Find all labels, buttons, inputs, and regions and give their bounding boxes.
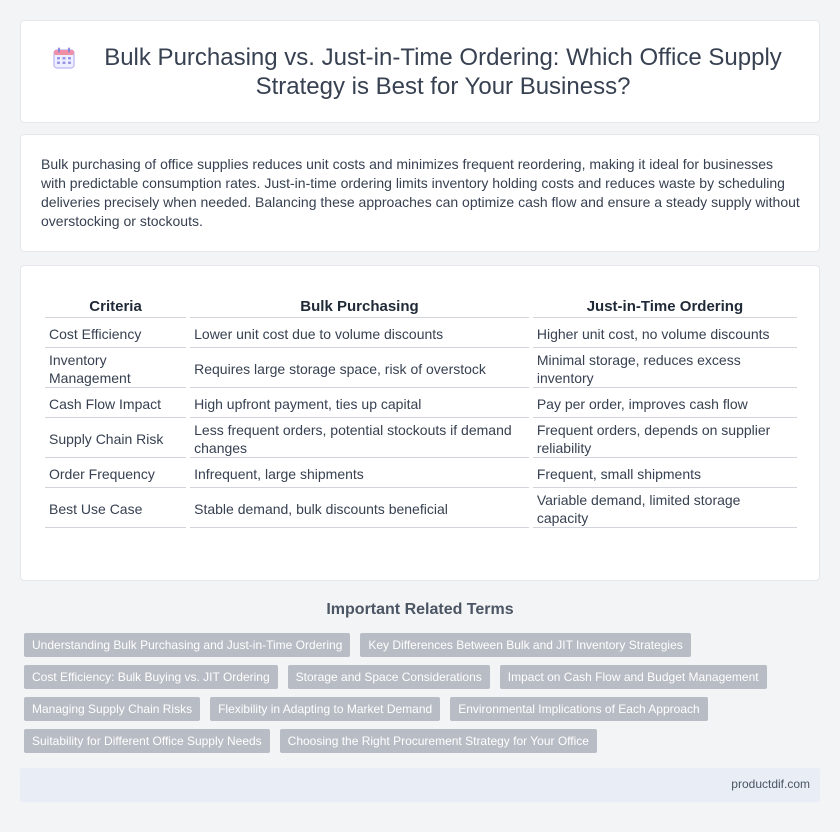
related-term-tag[interactable]: Choosing the Right Procurement Strategy for Your Office <box>280 729 597 753</box>
related-terms-heading: Important Related Terms <box>326 601 514 618</box>
cell-bulk: Stable demand, bulk discounts beneficial <box>190 490 529 528</box>
page-title: Bulk Purchasing vs. Just-in-Time Ordering: Which Office Supply Strategy is Best for Your Business? <box>104 43 782 100</box>
table-row <box>45 420 797 458</box>
intro-card <box>20 134 820 252</box>
related-term-tag[interactable]: Environmental Implications of Each Approach <box>450 697 707 721</box>
header-card <box>20 20 820 123</box>
cell-jit: Frequent, small shipments <box>533 460 797 488</box>
table-row <box>45 390 797 418</box>
cell-criteria: Order Frequency <box>45 460 186 488</box>
table-row <box>45 320 797 348</box>
header-criteria: Criteria <box>45 296 186 318</box>
intro-paragraph: Bulk purchasing of office supplies reduces unit costs and minimizes frequent reordering, making it ideal for businesses with predictable consumption rates. Just-in-time ordering limits inventory holding costs and reduces waste by scheduling deliveries precisely when needed. Balancing these approaches can optimize cash flow and ensure a steady supply without overstocking or stockouts. <box>41 156 800 229</box>
cell-bulk: Lower unit cost due to volume discounts <box>190 320 529 348</box>
related-terms-tags <box>20 633 820 761</box>
table-header-row <box>45 296 797 318</box>
related-term-tag[interactable]: Suitability for Different Office Supply Needs <box>24 729 270 753</box>
header-just-in-time: Just-in-Time Ordering <box>533 296 797 318</box>
cell-jit: Pay per order, improves cash flow <box>533 390 797 418</box>
related-term-tag[interactable]: Storage and Space Considerations <box>288 665 490 689</box>
cell-criteria: Cost Efficiency <box>45 320 186 348</box>
calendar-icon <box>51 45 77 71</box>
related-term-tag[interactable]: Cost Efficiency: Bulk Buying vs. JIT Ordering <box>24 665 278 689</box>
cell-jit: Variable demand, limited storage capacity <box>533 490 797 528</box>
header-bulk-purchasing: Bulk Purchasing <box>190 296 529 318</box>
cell-criteria: Supply Chain Risk <box>45 420 186 458</box>
cell-bulk: Infrequent, large shipments <box>190 460 529 488</box>
related-term-tag[interactable]: Understanding Bulk Purchasing and Just-in-Time Ordering <box>24 633 350 657</box>
cell-jit: Minimal storage, reduces excess inventory <box>533 350 797 388</box>
table-row <box>45 490 797 528</box>
comparison-table <box>41 294 801 530</box>
related-term-tag[interactable]: Managing Supply Chain Risks <box>24 697 200 721</box>
cell-criteria: Cash Flow Impact <box>45 390 186 418</box>
cell-bulk: High upfront payment, ties up capital <box>190 390 529 418</box>
footer-site-link[interactable]: productdif.com <box>731 777 810 791</box>
cell-bulk: Requires large storage space, risk of overstock <box>190 350 529 388</box>
related-term-tag[interactable]: Key Differences Between Bulk and JIT Inventory Strategies <box>360 633 690 657</box>
related-term-tag[interactable]: Flexibility in Adapting to Market Demand <box>210 697 440 721</box>
related-term-tag[interactable]: Impact on Cash Flow and Budget Management <box>500 665 767 689</box>
cell-jit: Frequent orders, depends on supplier reliability <box>533 420 797 458</box>
cell-criteria: Best Use Case <box>45 490 186 528</box>
table-row <box>45 460 797 488</box>
table-row <box>45 350 797 388</box>
comparison-table-card <box>20 265 820 581</box>
footer <box>20 768 820 802</box>
cell-jit: Higher unit cost, no volume discounts <box>533 320 797 348</box>
title-row <box>21 21 819 122</box>
cell-criteria: Inventory Management <box>45 350 186 388</box>
cell-bulk: Less frequent orders, potential stockouts if demand changes <box>190 420 529 458</box>
